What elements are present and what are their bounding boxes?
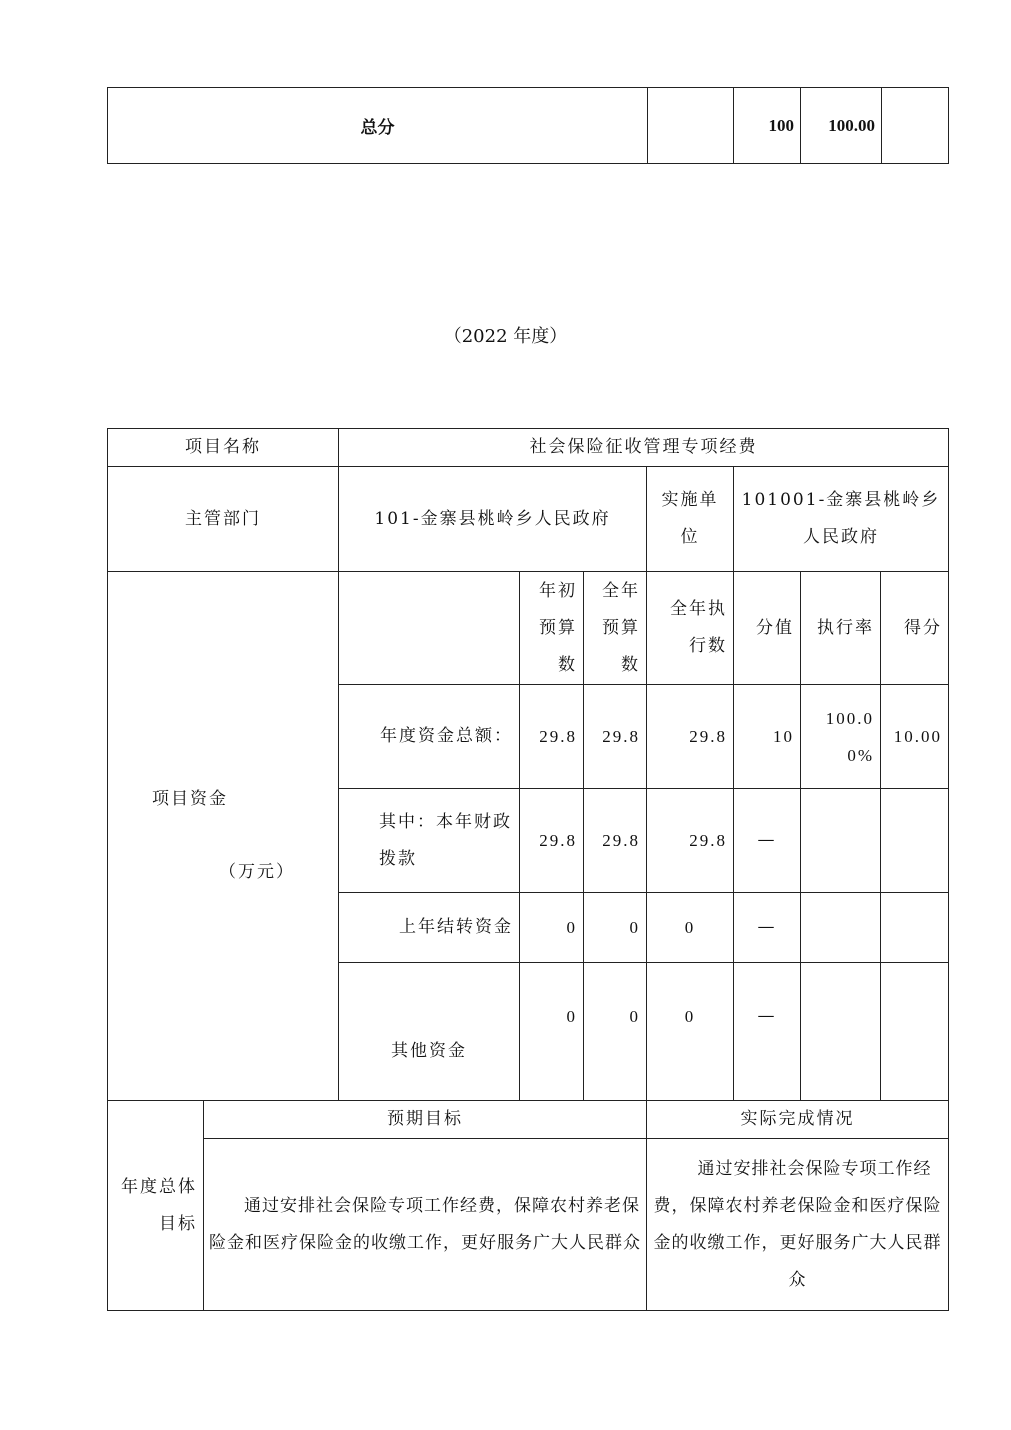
empty-cell <box>339 572 520 685</box>
annual-goal-label: 年度总体目标 <box>108 1101 204 1311</box>
project-name-value: 社会保险征收管理专项经费 <box>339 429 949 467</box>
score: 10.00 <box>881 685 949 789</box>
project-table <box>107 428 949 1311</box>
goals-header-row <box>108 1101 949 1139</box>
implementing-unit-value: 101001-金寨县桃岭乡人民政府 <box>734 467 949 572</box>
funds-header-row <box>108 572 949 685</box>
expected-goal-text: 通过安排社会保险专项工作经费，保障农村养老保险金和医疗保险金的收缴工作，更好服务广大人民群众 <box>204 1139 647 1311</box>
empty-cell <box>648 88 734 164</box>
initial-budget-value: 29.8 <box>520 789 584 893</box>
score-value: 10 <box>734 685 801 789</box>
annual-budget-value: 0 <box>584 893 647 963</box>
header-executed: 全年执行数 <box>647 572 734 685</box>
funds-label: 项目资金 <box>152 789 228 809</box>
exec-rate-value <box>801 963 881 1101</box>
score <box>881 963 949 1101</box>
executed-value: 29.8 <box>647 789 734 893</box>
header-score: 得分 <box>881 572 949 685</box>
executed-value: 0 <box>647 893 734 963</box>
funds-label-cell <box>108 572 339 1101</box>
score <box>881 893 949 963</box>
header-exec-rate: 执行率 <box>801 572 881 685</box>
funds-row-label: 其他资金 <box>339 963 520 1101</box>
score <box>881 789 949 893</box>
funds-row-label: 上年结转资金 <box>339 893 520 963</box>
funds-unit: （万元） <box>219 862 295 882</box>
implementing-unit-label: 实施单位 <box>647 467 734 572</box>
goals-content-row <box>108 1139 949 1311</box>
score-value: — <box>734 789 801 893</box>
total-score-table <box>107 87 949 164</box>
executed-value: 0 <box>647 963 734 1101</box>
initial-budget-value: 0 <box>520 963 584 1101</box>
empty-cell <box>882 88 949 164</box>
funds-row-label: 年度资金总额： <box>339 685 520 789</box>
annual-budget-value: 29.8 <box>584 789 647 893</box>
score-value: — <box>734 963 801 1101</box>
header-initial-budget: 年初预算数 <box>520 572 584 685</box>
executed-value: 29.8 <box>647 685 734 789</box>
initial-budget-value: 29.8 <box>520 685 584 789</box>
annual-budget-value: 29.8 <box>584 685 647 789</box>
year-caption: （2022 年度） <box>443 326 568 347</box>
project-name-row <box>108 429 949 467</box>
department-value: 101-金寨县桃岭乡人民政府 <box>339 467 647 572</box>
exec-rate-value <box>801 893 881 963</box>
header-score-value: 分值 <box>734 572 801 685</box>
expected-goal-header: 预期目标 <box>204 1101 647 1139</box>
department-row <box>108 467 949 572</box>
department-label: 主管部门 <box>108 467 339 572</box>
annual-budget-value: 0 <box>584 963 647 1101</box>
initial-budget-value: 0 <box>520 893 584 963</box>
total-label: 总分 <box>108 88 648 164</box>
score-value: — <box>734 893 801 963</box>
total-score-value: 100.00 <box>801 88 882 164</box>
actual-completion-text: 通过安排社会保险专项工作经费，保障农村养老保险金和医疗保险金的收缴工作，更好服务广大人民群众 <box>647 1139 949 1311</box>
header-annual-budget: 全年预算数 <box>584 572 647 685</box>
actual-completion-header: 实际完成情况 <box>647 1101 949 1139</box>
project-name-label: 项目名称 <box>108 429 339 467</box>
exec-rate-value <box>801 789 881 893</box>
total-score-row <box>108 88 949 164</box>
funds-row-label: 其中：本年财政拨款 <box>339 789 520 893</box>
exec-rate-value: 100.00% <box>801 685 881 789</box>
total-full-score: 100 <box>734 88 801 164</box>
